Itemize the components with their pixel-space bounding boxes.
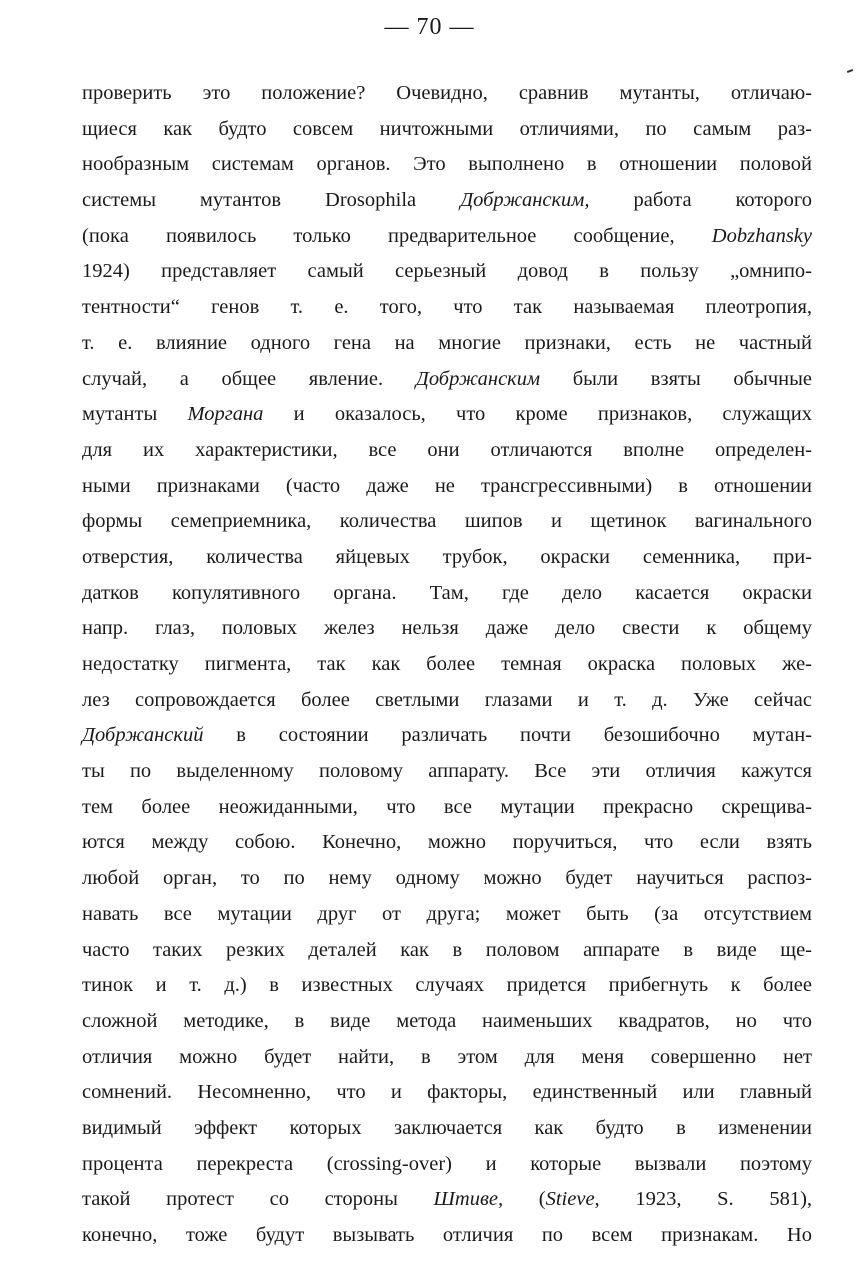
text-line — [82, 861, 812, 897]
text-line — [82, 433, 812, 469]
text-line — [82, 326, 812, 362]
text-run: тентности“ генов т. е. того, что так называемая плеотропия, — [82, 296, 812, 319]
text-run: щиеся как будто совсем ничтожными отличиями, по самым раз- — [82, 117, 812, 140]
text-run: конечно, тоже будут вызывать отличия по всем признакам. Но — [82, 1224, 812, 1246]
text-run: работа которого — [589, 189, 812, 212]
text-run: системы мутантов Drosophila — [82, 189, 461, 212]
text-run: т. е. влияние одного гена на многие признаки, есть не частный — [82, 331, 812, 354]
text-run: недостатку пигмента, так как более темная окраска половых же- — [82, 653, 812, 675]
text-line — [82, 504, 812, 540]
text-run: ( — [503, 1188, 546, 1211]
text-run: датков копулятивного органа. Там, где дело касается окраски — [82, 581, 812, 604]
text-run: отличия можно будет найти, в этом для меня совершенно нет — [82, 1045, 812, 1068]
text-line — [82, 1182, 812, 1218]
text-run: и оказалось, что кроме признаков, служащих — [263, 403, 812, 426]
italic-name: Моргана — [187, 403, 264, 426]
text-line — [82, 611, 812, 647]
text-line — [82, 1218, 812, 1254]
text-run: лез сопровождается более светлыми глазами и т. д. Уже сейчас — [82, 688, 812, 711]
text-line — [82, 540, 812, 576]
text-line — [82, 754, 812, 790]
italic-name: Добржанский — [82, 724, 204, 747]
italic-name: Dobzhansky — [711, 224, 812, 247]
text-run: сложной методике, в виде метода наименьших квадратов, но что — [82, 1009, 812, 1032]
text-line — [82, 718, 812, 754]
text-line — [82, 397, 812, 433]
body-text — [82, 76, 812, 1254]
text-line — [82, 933, 812, 969]
text-line — [82, 290, 812, 326]
text-run: сомнений. Несомненно, что и факторы, единственный или главный — [82, 1081, 812, 1104]
text-run: видимый эффект которых заключается как будто в изменении — [82, 1116, 812, 1139]
italic-name: Добржанским, — [460, 189, 590, 212]
text-line — [82, 968, 812, 1004]
text-line — [82, 219, 812, 255]
text-line — [82, 1040, 812, 1076]
text-line — [82, 683, 812, 719]
text-line — [82, 76, 812, 112]
text-run: случай, а общее явление. — [82, 367, 416, 390]
page-number: — 70 — — [384, 14, 475, 40]
text-line — [82, 576, 812, 612]
text-run: тинок и т. д.) в известных случаях придется прибегнуть к более — [82, 974, 812, 997]
text-line — [82, 112, 812, 148]
italic-name: Штиве, — [433, 1188, 504, 1211]
italic-name: Добржанским — [415, 367, 541, 390]
text-line — [82, 147, 812, 183]
text-run: мутанты — [82, 403, 188, 426]
text-run: процента перекреста (crossing-over) и которые вызвали поэтому — [82, 1152, 812, 1175]
text-line — [82, 183, 812, 219]
text-run: 1924) представляет самый серьезный довод в пользу „омнипо- — [82, 260, 812, 283]
margin-mark — [847, 69, 853, 73]
italic-name: Stieve, — [545, 1188, 600, 1211]
text-run: были взяты обычные — [540, 367, 812, 390]
text-line — [82, 1111, 812, 1147]
text-run: формы семеприемника, количества шипов и щетинок вагинального — [82, 510, 812, 533]
text-run: ты по выделенному половому аппарату. Все эти отличия кажутся — [82, 760, 812, 783]
text-line — [82, 1004, 812, 1040]
text-line — [82, 825, 812, 861]
text-run: напр. глаз, половых желез нельзя даже дело свести к общему — [82, 617, 812, 640]
text-run: тем более неожиданными, что все мутации прекрасно скрещива- — [82, 795, 812, 818]
text-run: для их характеристики, все они отличаются вполне определен- — [82, 438, 812, 461]
text-run: ются между собою. Конечно, можно поручиться, что если взять — [82, 831, 812, 854]
text-run: навать все мутации друг от друга; может быть (за отсутствием — [82, 902, 812, 925]
text-line — [82, 897, 812, 933]
text-line — [82, 469, 812, 505]
text-run: (пока появилось только предварительное сообщение, — [82, 224, 712, 247]
text-run: в состоянии различать почти безошибочно мутан- — [203, 724, 812, 747]
text-run: любой орган, то по нему одному можно будет научиться распоз- — [82, 867, 812, 890]
text-run: проверить это положение? Очевидно, сравнив мутанты, отличаю- — [82, 82, 812, 104]
text-line — [82, 1147, 812, 1183]
text-line — [82, 790, 812, 826]
text-run: такой протест со стороны — [82, 1188, 434, 1211]
text-run: 1923, S. 581), — [599, 1188, 813, 1211]
text-line — [82, 1075, 812, 1111]
text-line — [82, 362, 812, 398]
text-run: ными признаками (часто даже не трансгрессивными) в отношении — [82, 474, 812, 497]
text-run: нообразным системам органов. Это выполнено в отношении половой — [82, 153, 812, 176]
text-line — [82, 647, 812, 683]
text-line — [82, 254, 812, 290]
text-run: отверстия, количества яйцевых трубок, окраски семенника, при- — [82, 545, 812, 568]
text-run: часто таких резких деталей как в половом аппарате в виде ще- — [82, 938, 812, 961]
